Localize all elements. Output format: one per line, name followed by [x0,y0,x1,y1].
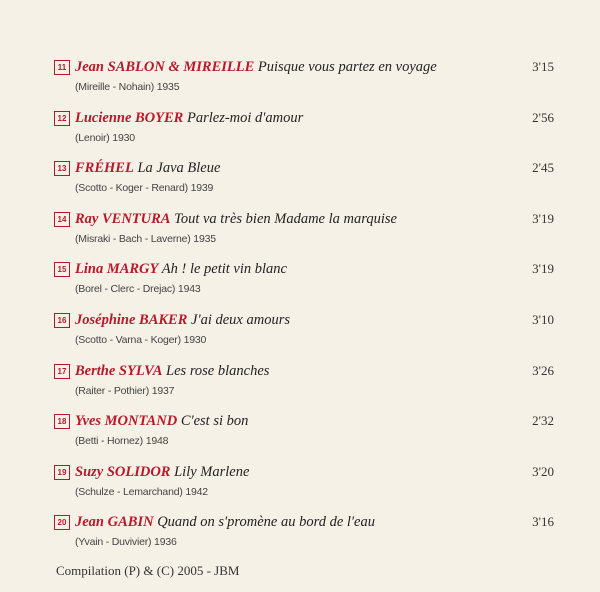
track-credits: (Lenoir) 1930 [75,131,135,144]
track-title-line [75,411,248,431]
track-title-line [75,462,249,482]
track-artist: Berthe SYLVA [75,362,163,379]
track-credits: (Scotto - Koger - Renard) 1939 [75,182,214,195]
track-row [54,259,554,307]
track-artist: Jean GABIN [75,514,154,531]
track-duration: 3'15 [532,59,554,74]
track-song: La Java Bleue [137,160,221,177]
track-song: Ah ! le petit vin blanc [161,261,287,278]
track-artist: Joséphine BAKER [75,312,188,328]
track-duration: 3'16 [532,514,554,530]
track-title-line [75,310,290,330]
track-title-line [75,512,375,532]
track-duration: 3'26 [532,362,554,378]
track-song: C'est si bon [180,413,249,430]
track-artist: Suzy SOLIDOR [75,463,171,480]
track-credits: (Raiter - Pothier) 1937 [75,384,175,397]
track-artist: Jean SABLON & MIREILLE [75,59,255,75]
track-credits: (Misraki - Bach - Laverne) 1935 [75,232,216,245]
track-credits: (Yvain - Duvivier) 1936 [75,536,177,549]
track-duration: 3'19 [532,261,554,277]
track-row [54,310,554,358]
track-credits: (Schulze - Lemarchand) 1942 [75,485,208,498]
track-title-line [75,259,287,279]
track-duration: 3'20 [532,463,554,479]
track-number: 13 [54,161,70,176]
track-title-line [75,108,303,128]
compilation-credit: Compilation (P) & (C) 2005 - JBM [56,563,240,578]
track-duration: 3'10 [532,312,554,327]
track-song: Parlez-moi d'amour [186,109,304,126]
track-duration: 2'56 [532,109,554,125]
track-row [54,411,554,459]
track-number: 12 [54,111,70,126]
track-credits: (Mireille - Nohain) 1935 [75,81,180,93]
track-number: 20 [54,515,70,530]
track-row [54,158,554,206]
track-title-line [75,57,437,77]
track-duration: 2'45 [532,160,554,176]
track-number: 18 [54,414,70,429]
track-title-line [75,209,397,229]
track-song: Tout va très bien Madame la marquise [174,210,397,227]
track-song: Quand on s'promène au bord de l'eau [157,514,375,531]
track-row [54,512,554,560]
track-artist: Lucienne BOYER [75,109,184,126]
track-number: 14 [54,212,70,227]
track-song: Les rose blanches [166,362,270,379]
track-title-line [75,361,269,381]
track-duration: 2'32 [532,413,554,429]
track-row [54,462,554,510]
track-credits: (Scotto - Varna - Koger) 1930 [75,334,207,346]
track-number: 19 [54,465,70,480]
track-artist: Yves MONTAND [75,413,178,430]
track-row [54,57,554,105]
track-credits: (Betti - Hornez) 1948 [75,435,169,448]
track-artist: Lina MARGY [75,261,159,278]
track-credits: (Borel - Clerc - Drejac) 1943 [75,283,201,296]
track-title-line [75,158,220,178]
track-row [54,209,554,257]
track-number: 17 [54,364,70,379]
track-row [54,108,554,156]
track-artist: Ray VENTURA [75,210,171,227]
track-number: 15 [54,262,70,277]
track-artist: FRÉHEL [75,160,134,177]
track-song: Lily Marlene [174,463,250,480]
track-number: 16 [54,313,70,328]
track-duration: 3'19 [532,210,554,226]
track-song: J'ai deux amours [191,312,290,328]
track-number: 11 [54,60,70,75]
track-song: Puisque vous partez en voyage [257,59,437,75]
track-row [54,361,554,409]
